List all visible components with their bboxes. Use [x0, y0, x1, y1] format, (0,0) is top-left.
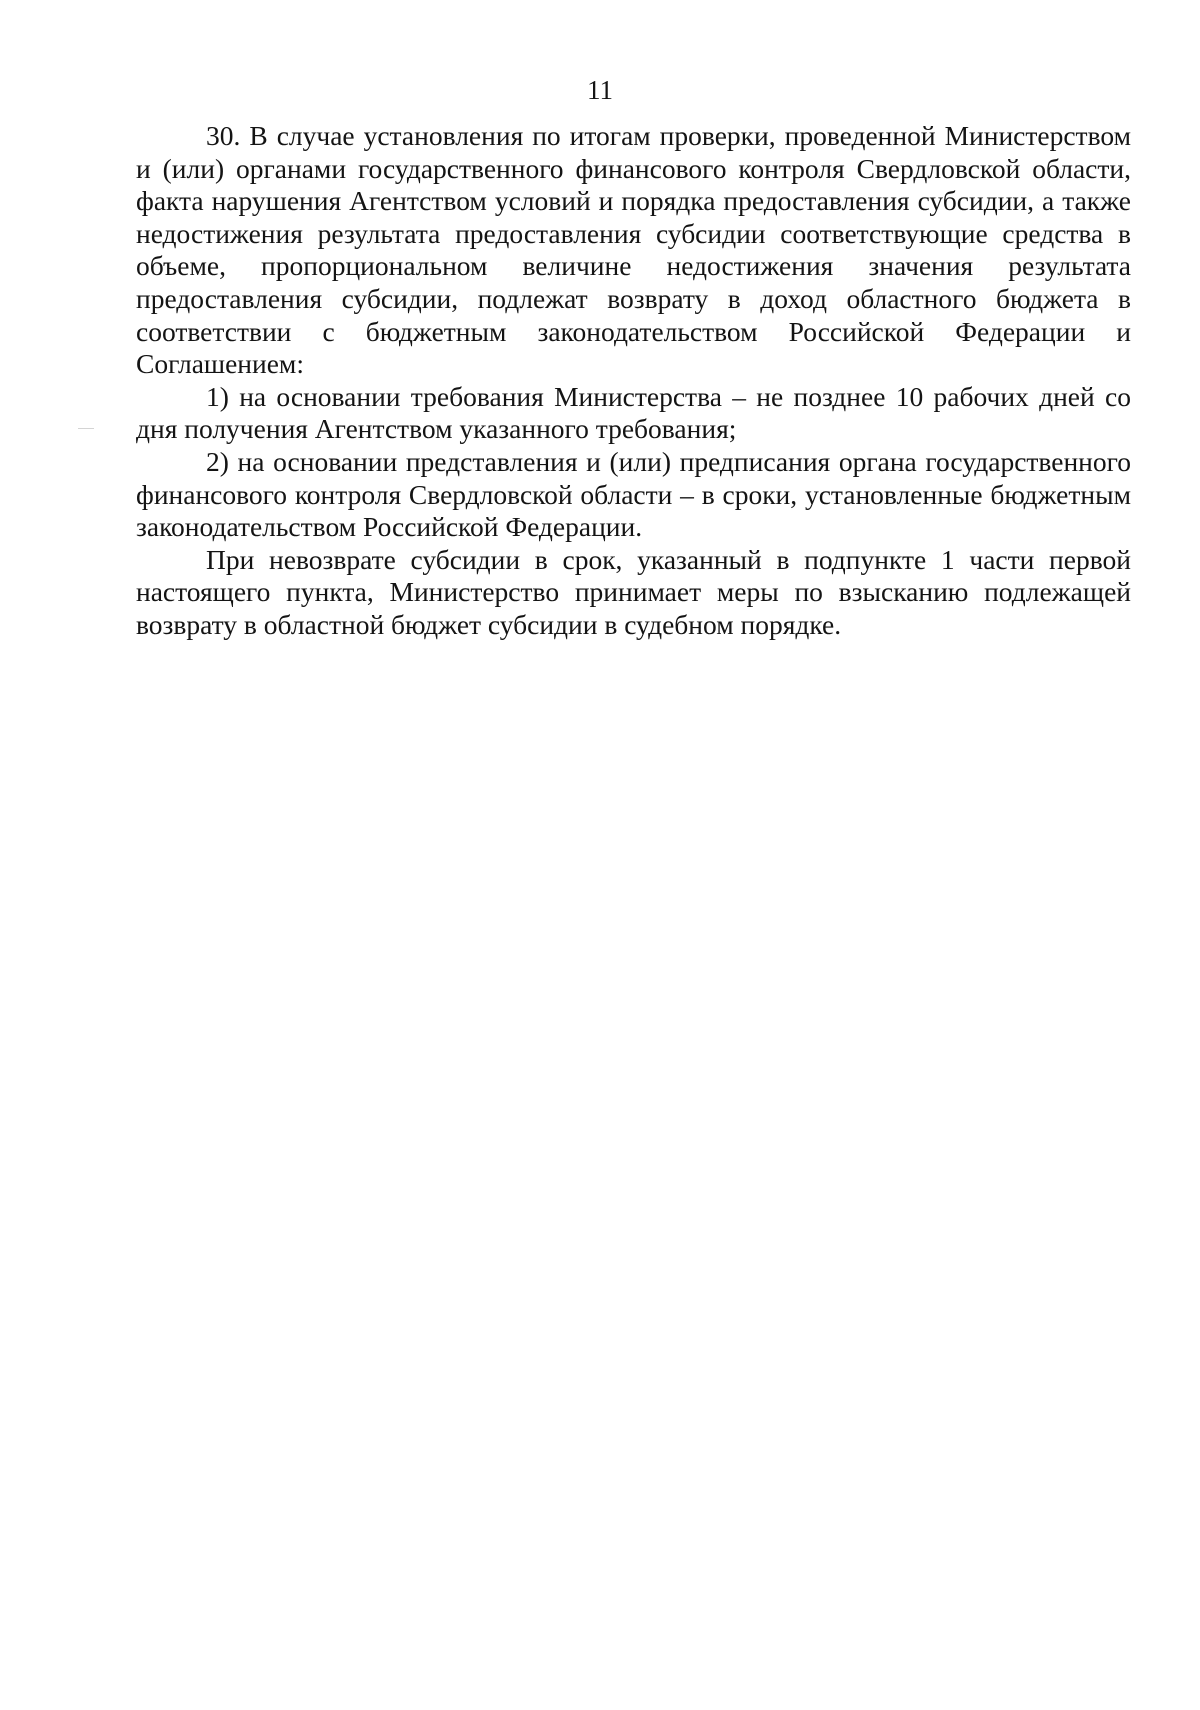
- page-number: 11: [587, 75, 613, 105]
- subparagraph-1: 1) на основании требования Министерства – не позднее 10 рабочих дней со дня получения Агентством указанного требования;: [136, 380, 1131, 445]
- paragraph-non-return: При невозврате субсидии в срок, указанный в подпункте 1 части первой настоящего пункта, Министерство принимает меры по взысканию подлежащей возврату в областной бюджет субсидии в судебном порядке.: [136, 543, 1131, 640]
- subparagraph-2: 2) на основании представления и (или) предписания органа государственного финансового контроля Свердловской области – в сроки, установленные бюджетным законодательством Российской Федерации.: [136, 445, 1131, 543]
- document-body: [136, 120, 1131, 642]
- paragraph-30: 30. В случае установления по итогам проверки, проведенной Министерством и (или) органами государственного финансового контроля Свердловской области, факта нарушения Агентством условий и порядка предоставления субсидии, а также недостижения результата предоставления субсидии соответствующие средства в объеме, пропорциональном величине недостижения значения результата предоставления субсидии, подлежат возврату в доход областного бюджета в соответствии с бюджетным законодательством Российской Федерации и Соглашением:: [136, 120, 1131, 380]
- scan-artifact: [78, 428, 94, 429]
